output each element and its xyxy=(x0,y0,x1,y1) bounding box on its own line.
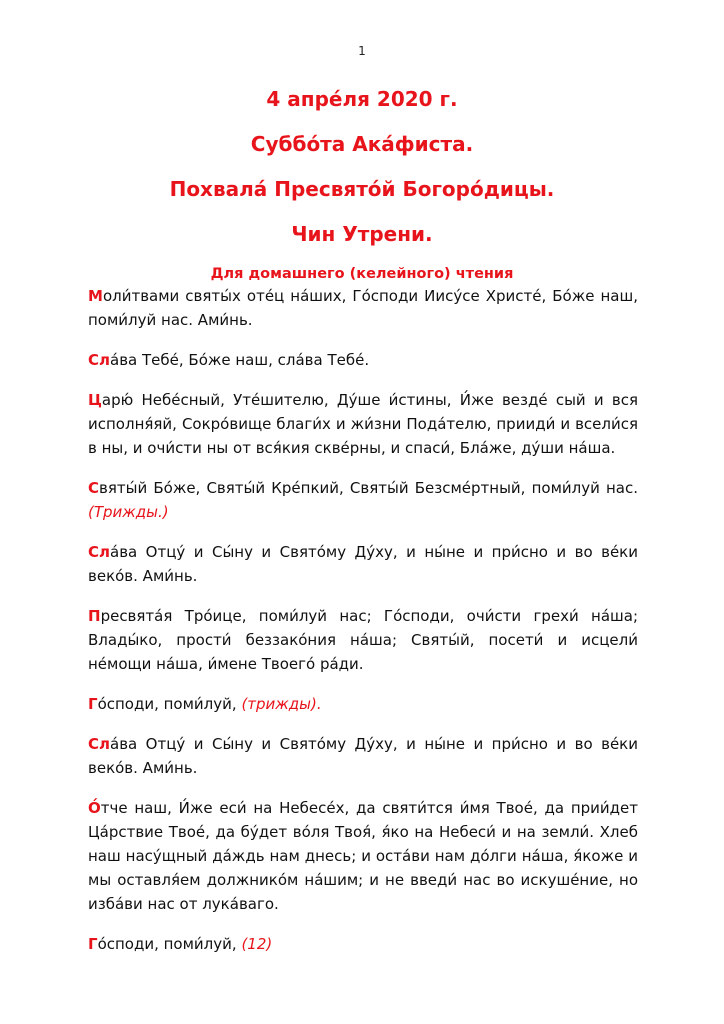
drop-initial: Г xyxy=(88,935,98,953)
subtitle: Для домашнего (келейного) чтения xyxy=(210,266,514,282)
drop-initial: Сл xyxy=(88,543,110,561)
paragraph-text: а́ва Тебе́, Бо́же наш, сла́ва Тебе́. xyxy=(110,351,370,369)
service-title: Чин Утрени. xyxy=(291,222,433,246)
paragraph-text: а́ва Отцу́ и Сы́ну и Свято́му Ду́ху, и ны́не и при́сно и во ве́ки веко́в. Ами́нь. xyxy=(88,735,638,777)
paragraph xyxy=(88,476,638,524)
paragraph-text: тче наш, И́же еси́ на Небесе́х, да святи́тся и́мя Твое́, да прии́дет Ца́рствие Твое́, да бу́дет во́ля Твоя́, я́ко на Небеси́ и на земли́. Хлеб наш насу́щный да́ждь нам днесь; и оста́ви нам до́лги на́ша, я́коже и мы оставля́ем должнико́м на́шим; и не введи́ нас во искуше́ние, но изба́ви нас от лука́ваго. xyxy=(88,799,638,913)
rubric-note: (12) xyxy=(241,935,273,953)
paragraph-text: о́споди, поми́луй, xyxy=(97,935,242,953)
paragraph-text: оли́твами святы́х оте́ц на́ших, Го́споди Иису́се Христе́, Бо́же наш, поми́луй нас. Ами́нь. xyxy=(88,287,638,329)
drop-initial: П xyxy=(88,607,101,625)
drop-initial: Сл xyxy=(88,735,110,753)
date-title: 4 апре́ля 2020 г. xyxy=(266,87,458,111)
page-number: 1 xyxy=(358,44,366,58)
paragraph xyxy=(88,388,638,460)
day-title: Суббо́та Ака́фиста. xyxy=(250,132,474,156)
drop-initial: С xyxy=(88,479,100,497)
paragraph xyxy=(88,604,638,676)
rubric-note: (трижды). xyxy=(241,695,322,713)
paragraph xyxy=(88,692,638,716)
drop-initial: Сл xyxy=(88,351,110,369)
paragraph xyxy=(88,932,638,956)
paragraph-text: арю́ Небе́сный, Уте́шителю, Ду́ше и́стины, И́же везде́ сый и вся исполня́яй, Сокро́вище благи́х и жи́зни Пода́телю, прииди́ и всели́ся в ны, и очи́сти ны от вся́кия скве́рны, и спаси́, Бла́же, ду́ши на́ша. xyxy=(88,391,638,457)
prayer-text xyxy=(88,284,638,972)
paragraph-text: вяты́й Бо́же, Святы́й Кре́пкий, Святы́й Безсме́ртный, поми́луй нас. xyxy=(99,479,638,497)
paragraph-text: а́ва Отцу́ и Сы́ну и Свято́му Ду́ху, и ны́не и при́сно и во ве́ки веко́в. Ами́нь. xyxy=(88,543,638,585)
paragraph xyxy=(88,732,638,780)
paragraph-text: о́споди, поми́луй, xyxy=(97,695,242,713)
paragraph xyxy=(88,284,638,332)
rubric-note: (Трижды.) xyxy=(88,503,169,521)
paragraph-text: ресвята́я Тро́ице, поми́луй нас; Го́споди, очи́сти грехи́ на́ша; Влады́ко, прости́ беззако́ния на́ша; Святы́й, посети́ и исцели́ не́мощи на́ша, и́мене Твоего́ ра́ди. xyxy=(88,607,638,673)
feast-title: Похвала́ Пресвято́й Богоро́дицы. xyxy=(169,177,555,201)
drop-initial: Г xyxy=(88,695,98,713)
drop-initial: М xyxy=(88,287,103,305)
paragraph xyxy=(88,796,638,916)
drop-initial: Ц xyxy=(88,391,102,409)
title-block xyxy=(0,86,724,284)
paragraph xyxy=(88,540,638,588)
drop-initial: О́ xyxy=(88,799,101,817)
paragraph xyxy=(88,348,638,372)
